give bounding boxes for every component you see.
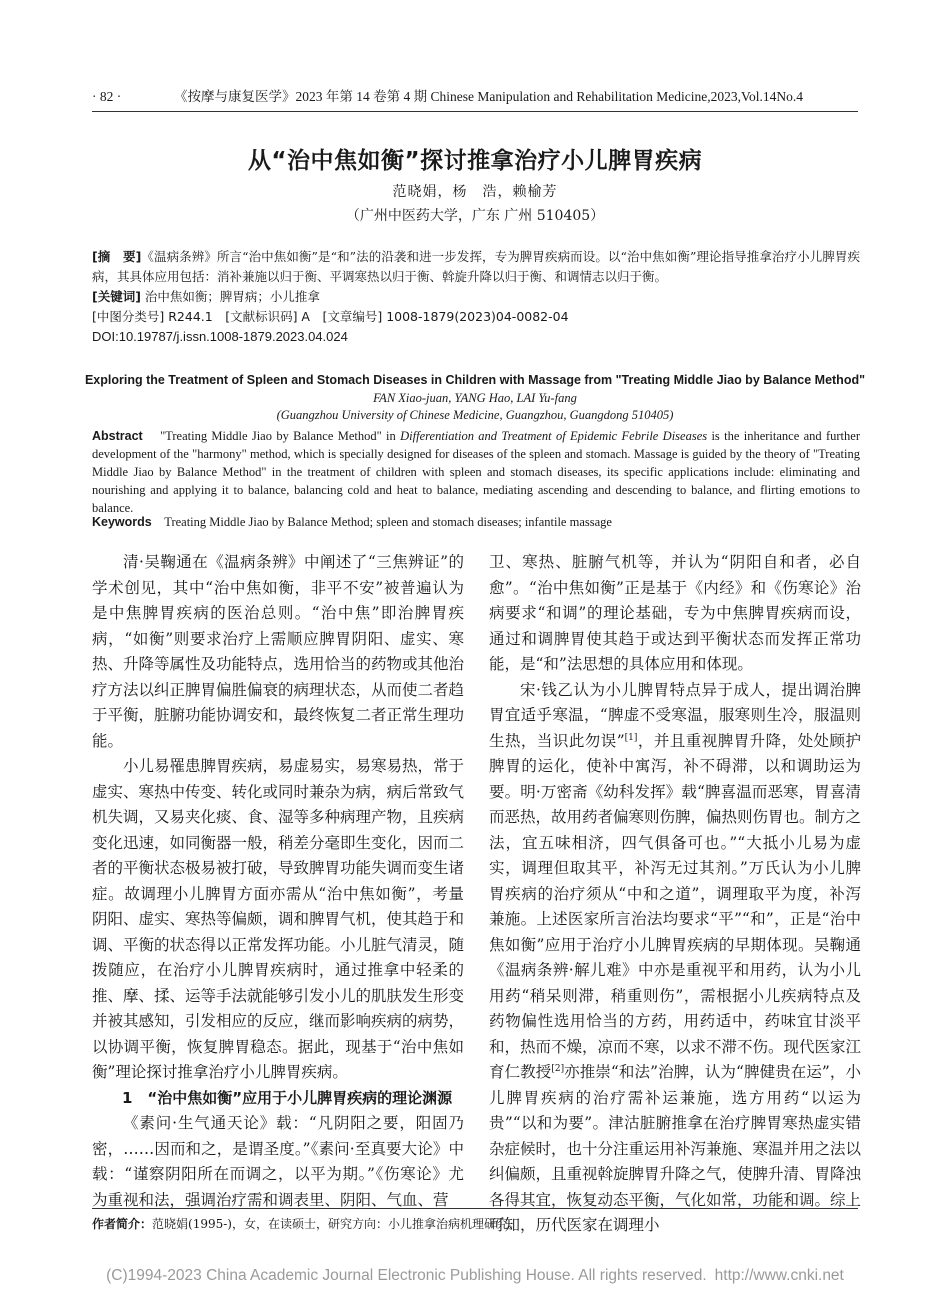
body-paragraph: 小儿易罹患脾胃疾病，易虚易实，易寒易热，常于虚实、寒热中传变、转化或同时兼杂为病，病后常致气机失调，又易夹化痰、食、湿等多种病理产物，且疾病变化迅速，如同衡器一般，稍差分毫即生变化，因而二者的平衡状态极易被打破，导致脾胃功能失调而变生诸症。故调理小儿脾胃方面亦需从“治中焦如衡”，考量阴阳、虚实、寒热等偏颇，调和脾胃气机，使其趋于和调、平衡的状态得以正常发挥功能。小儿脏气清灵，随拨随应，在治疗小儿脾胃疾病时，通过推拿中轻柔的推、摩、揉、运等手法就能够引发小儿的肌肤发生形变并被其感知，引发相应的反应，继而影响疾病的病势，以协调平衡，恢复脾胃稳态。据此，现基于“治中焦如衡”理论探讨推拿治疗小儿脾胃疾病。: [92, 757, 465, 1081]
body-text: 亦推崇“和法”治脾，认为“脾健贵在运”，小儿脾胃疾病的治疗需补运兼施，选方用药“以运为贵”“以和为要”。津沽脏腑推拿在治疗脾胃寒热虚实错杂症候时，也十分注重运用补泻兼施、寒温并用之法以纠偏颇，且重视斡旋脾胃升降之气，使脾升清、胃降浊各得其宜，恢复动态平衡，气化如常，功能和调。综上可知，历代医家在调理小: [489, 1063, 862, 1234]
article-authors: 范晓娟，杨 浩，赖榆芳: [392, 184, 558, 200]
english-abstract: [92, 427, 860, 517]
chinese-keywords: [92, 287, 860, 307]
section-heading: 1 “治中焦如衡”应用于小儿脾胃疾病的理论渊源: [122, 1088, 453, 1107]
doi: DOI:10.19787/j.issn.1008-1879.2023.04.024: [92, 329, 348, 344]
citation-ref[interactable]: [1]: [624, 732, 638, 743]
english-abstract-label: Abstract: [92, 429, 143, 443]
chinese-abstract-block: [92, 247, 860, 347]
body-column-left: [92, 550, 464, 1213]
english-abstract-part1: "Treating Middle Jiao by Balance Method" in: [160, 429, 401, 443]
copyright-site[interactable]: http://www.cnki.net: [714, 1267, 844, 1284]
body-paragraph: 清·吴鞠通在《温病条辨》中阐述了“三焦辨证”的学术创见，其中“治中焦如衡，非平不安”被普遍认为是中焦脾胃疾病的医治总则。“治中焦”即治脾胃疾病，“如衡”则要求治疗上需顺应脾胃阴阳、虚实、寒热、升降等属性及功能特点，选用恰当的药物或其他治疗方法以纠正脾胃偏胜偏衰的病理状态，从而使二者趋于平衡，脏腑功能协调安和，最终恢复二者正常生理功能。: [92, 553, 465, 750]
english-affiliation: (Guangzhou University of Chinese Medicine, Guangzhou, Guangdong 510405): [276, 408, 674, 422]
body-paragraph: [489, 678, 861, 1239]
author-footnote: [92, 1215, 858, 1232]
body-paragraph-continued: 卫、寒热、脏腑气机等，并认为“阴阳自和者，必自愈”。“治中焦如衡”正是基于《内经》和《伤寒论》治病要求“和调”的理论基础，专为中焦脾胃疾病而设，通过和调脾胃使其趋于或达到平衡状态而发挥正常功能，是“和”法思想的具体应用和体现。: [489, 553, 861, 673]
running-header: [92, 85, 858, 105]
english-abstract-book: Differentiation and Treatment of Epidemic Febrile Diseases: [400, 429, 708, 443]
body-text: ，并且重视脾胃升降，处处顾护脾胃的运化，使补中寓泻，补不碍滞，以和调助运为要。明·万密斋《幼科发挥》载“脾喜温而恶寒，胃喜清而恶热，故用药者偏寒则伤脾，偏热则伤胃也。制方之法，宜五味相济，四气俱备可也。”“大抵小儿易为虚实，调理但取其平，补泻无过其剂。”万氏认为小儿脾胃疾病的治疗须从“中和之道”，调理取平为度，补泻兼施。上述医家所言治法均要求“平”“和”，正是“治中焦如衡”应用于治疗小儿脾胃疾病的早期体现。吴鞠通《温病条辨·解儿难》中亦是重视平和用药，认为小儿用药“稍呆则滞，稍重则伤”，需根据小儿疾病特点及药物偏性选用恰当的方药，用药适中，药味宜甘淡平和，热而不燥，凉而不寒，以求不滞不伤。现代医家江育仁教授: [489, 731, 862, 1081]
english-keywords-text: Treating Middle Jiao by Balance Method; spleen and stomach diseases; infantile massage: [164, 515, 612, 529]
body-paragraph: 《素问·生气通天论》载：“凡阴阳之要，阳固乃密，……因而和之，是谓圣度。”《素问·至真要大论》中载：“谨察阴阳所在而调之，以平为期。”《伤寒论》尤为重视和法，强调治疗需和调表里、阴阳、气血、营: [92, 1114, 464, 1209]
keywords-text: 治中焦如衡；脾胃病；小儿推拿: [144, 289, 320, 304]
abstract-label: [摘 要]: [92, 249, 142, 264]
article-affiliation: （广州中医药大学，广东 广州 510405）: [345, 208, 605, 224]
citation-ref[interactable]: [2]: [551, 1063, 565, 1074]
english-keywords: [92, 515, 860, 530]
body-column-right: [489, 550, 861, 1239]
header-rule: [92, 111, 858, 112]
chinese-abstract: [92, 247, 860, 287]
english-title: Exploring the Treatment of Spleen and Stomach Diseases in Children with Massage from "Treating Middle Jiao by Balance Method": [84, 373, 866, 387]
copyright-text: (C)1994-2023 China Academic Journal Electronic Publishing House. All rights reserved.: [106, 1267, 707, 1284]
body-text: 宋·钱乙认为小儿脾胃特点异于成人，提出调治脾胃宜适乎寒温，“脾虚不受寒温，服寒则生冷，服温则生热，当识此勿误”: [489, 680, 861, 750]
keywords-label: [关键词]: [92, 289, 141, 304]
copyright-watermark: [0, 1267, 950, 1285]
abstract-text: 《温病条辨》所言“治中焦如衡”是“和”法的沿袭和进一步发挥，专为脾胃疾病而设。以“治中焦如衡”理论指导推拿治疗小儿脾胃疾病，其具体应用包括：消补兼施以归于衡、平调寒热以归于衡、斡旋升降以归于衡、和调情志以归于衡。: [92, 249, 860, 284]
footnote-rule: [92, 1208, 858, 1209]
classification-line: [中图分类号] R244.1 [文献标识码] A [文章编号] 1008-1879(2023)04-0082-04: [92, 309, 569, 324]
english-authors: FAN Xiao-juan, YANG Hao, LAI Yu-fang: [373, 391, 577, 405]
footnote-label: 作者简介：: [92, 1217, 153, 1231]
journal-citation: 《按摩与康复医学》2023 年第 14 卷第 4 期 Chinese Manipulation and Rehabilitation Medicine,2023,Vol.14No.4: [174, 89, 803, 104]
article-title: 从“治中焦如衡”探讨推拿治疗小儿脾胃疾病: [247, 148, 703, 174]
english-keywords-label: Keywords: [92, 515, 152, 529]
english-abstract-part2: is the inheritance and further development of the "harmony" method, which is specially designed for diseases of the spleen and stomach. Massage is guided by the theory of "Treating Middle Jiao by Balance Method" in the treatment of children with spleen and stomach diseases, its specific applications include: eliminating and nourishing and applying it to balance, balancing cold and heat to balance, mediating ascending and descending to balance, and flirting emotions to balance.: [92, 429, 860, 515]
footnote-text: 范晓娟(1995-)，女，在读硕士，研究方向：小儿推拿治病机理研究。: [152, 1217, 520, 1231]
page-number: · 82 ·: [92, 89, 122, 104]
